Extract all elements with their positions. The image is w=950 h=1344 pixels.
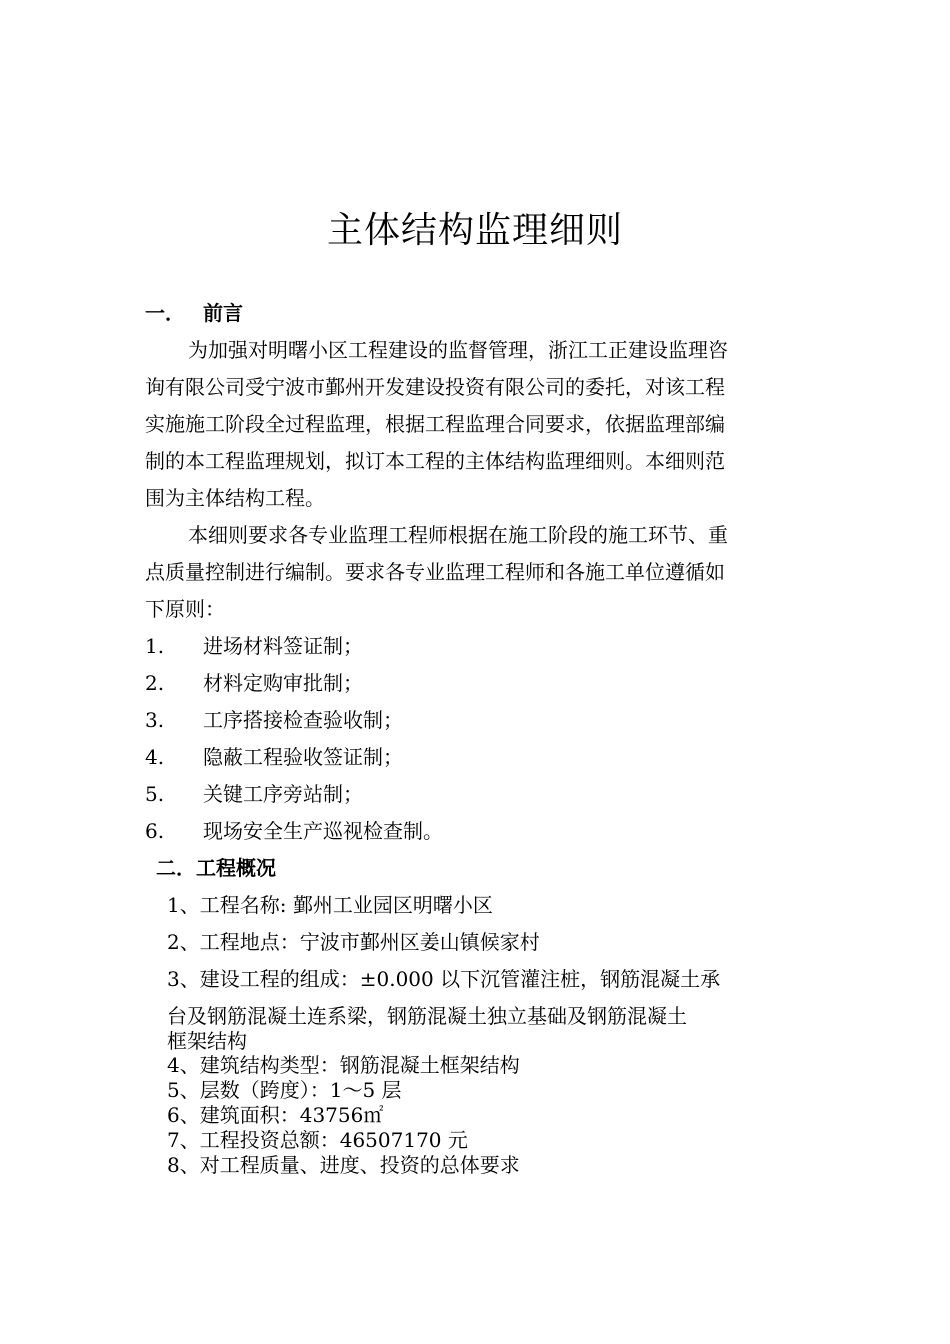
overview-item: 7、工程投资总额：46507170 元	[167, 1128, 468, 1152]
overview-item: 5、层数（跨度）：1～5 层	[167, 1078, 402, 1102]
principle-number: 1.	[145, 634, 165, 658]
principle-number: 6.	[145, 819, 165, 843]
principle-item	[145, 706, 403, 734]
principle-text: 关键工序旁站制；	[203, 782, 363, 806]
paragraph-1-line: 围为主体结构工程。	[145, 486, 325, 510]
paragraph-2-line: 下原则：	[145, 597, 225, 621]
overview-item-continuation: 框架结构	[167, 1029, 247, 1053]
paragraph-1-line: 为加强对明曙小区工程建设的监督管理，浙江工正建设监理咨	[188, 338, 728, 362]
principle-item	[145, 817, 443, 845]
overview-item: 4、建筑结构类型：钢筋混凝土框架结构	[167, 1053, 520, 1077]
paragraph-1-line: 制的本工程监理规划，拟订本工程的主体结构监理细则。本细则范	[145, 449, 725, 473]
principle-item	[145, 669, 363, 697]
principle-number: 5.	[145, 782, 165, 806]
principle-item	[145, 780, 363, 808]
principle-text: 工序搭接检查验收制；	[203, 708, 403, 732]
principle-item	[145, 743, 403, 771]
section-1-heading	[145, 299, 243, 327]
principle-text: 材料定购审批制；	[203, 671, 363, 695]
paragraph-2-line: 本细则要求各专业监理工程师根据在施工阶段的施工环节、重	[188, 523, 728, 547]
document-title: 主体结构监理细则	[326, 210, 623, 251]
principle-text: 进场材料签证制；	[203, 634, 363, 658]
section-1-title: 前言	[203, 301, 243, 325]
paragraph-2-line: 点质量控制进行编制。要求各专业监理工程师和各施工单位遵循如	[145, 560, 725, 584]
section-1-number: 一．	[145, 301, 185, 325]
principle-number: 2.	[145, 671, 165, 695]
section-2-heading: 二．工程概况	[156, 856, 276, 880]
overview-item: 1、工程名称: 鄞州工业园区明曙小区	[167, 893, 493, 917]
overview-item: 2、工程地点：宁波市鄞州区姜山镇候家村	[167, 930, 540, 954]
principle-number: 4.	[145, 745, 165, 769]
principle-text: 现场安全生产巡视检查制。	[203, 819, 443, 843]
principle-item	[145, 632, 363, 660]
overview-item-continuation: 台及钢筋混凝土连系梁，钢筋混凝土独立基础及钢筋混凝土	[167, 1004, 687, 1028]
overview-item: 6、建筑面积：43756㎡	[167, 1103, 384, 1127]
principle-number: 3.	[145, 708, 165, 732]
overview-item: 3、建设工程的组成：±0.000 以下沉管灌注桩，钢筋混凝土承	[167, 967, 721, 991]
principle-text: 隐蔽工程验收签证制；	[203, 745, 403, 769]
paragraph-1-line: 实施施工阶段全过程监理，根据工程监理合同要求，依据监理部编	[145, 412, 725, 436]
overview-item: 8、对工程质量、进度、投资的总体要求	[167, 1153, 520, 1177]
paragraph-1-line: 询有限公司受宁波市鄞州开发建设投资有限公司的委托，对该工程	[145, 375, 725, 399]
